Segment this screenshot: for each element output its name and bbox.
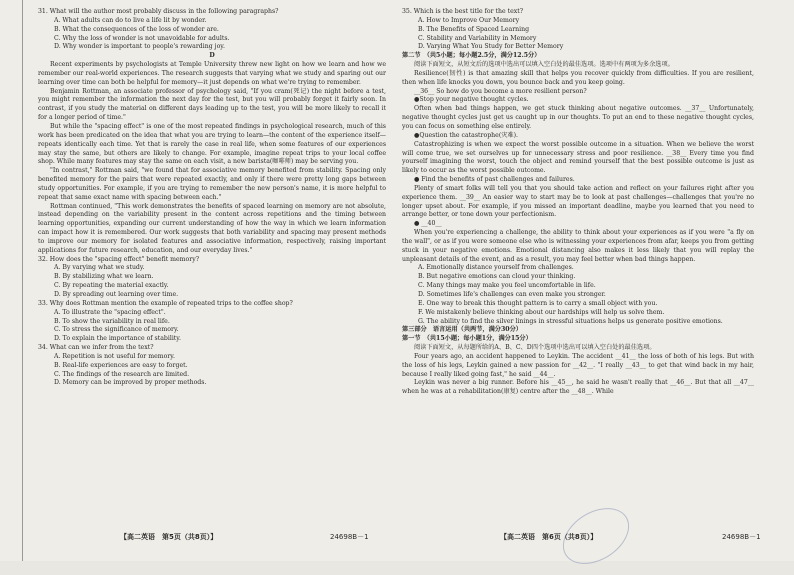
- footer-left-code: 24698B－1: [330, 533, 369, 541]
- answer-option: A. How to Improve Our Memory: [418, 16, 520, 24]
- answer-option: B. What the consequences of the loss of wonder are.: [54, 25, 219, 33]
- passage-paragraph: Leykin was never a big runner. Before his __45__, he said he wasn't really that __46__. But that all __47__ when he was at a rehabilitation(康复) centre after the __48__. While: [402, 379, 754, 396]
- section-heading: 第二节 （共5小题；每小题2.5分，满分12.5分）: [402, 52, 541, 60]
- left-column: [38, 8, 386, 518]
- answer-option: A. To illustrate the "spacing effect".: [54, 308, 166, 316]
- footer-right: 【高二英语 第6页（共8页）】: [500, 533, 598, 541]
- question-stem: 34. What can we infer from the text?: [38, 344, 154, 352]
- answer-option: D. Memory can be improved by proper methods.: [54, 379, 207, 387]
- passage-paragraph: Four years ago, an accident happened to Leykin. The accident __41__ the loss of both of his legs. But with the loss of his legs, Leykin gained a new passion for __42__. "I really __43__ to get that wind back in my hair, because I really liked going fast," he said __44__.: [402, 352, 754, 378]
- passage-label: D: [209, 52, 215, 60]
- answer-option: C. By repeating the material exactly.: [54, 282, 169, 290]
- answer-option: D. Varying What You Study for Better Memory: [418, 43, 564, 51]
- answer-option: D. To explain the importance of stability.: [54, 335, 181, 343]
- passage-paragraph: When you're experiencing a challenge, the ability to think about your experiences as if you were "a fly on the wall", or as if you were someone else who is witnessing your experiences from afar, keeps you from getting stuck in your negative emotions. Emotional distancing also makes it less likely that you will replay the unpleasant details of the event, and as a result, you may feel better when bad things happen.: [402, 229, 754, 263]
- passage-paragraph: 阅读下面短文，从每题所给的A、B、C、D四个选项中选出可以填入空白处的最佳选项。: [414, 344, 656, 352]
- footer-left: 【高二英语 第5页（共8页）】: [120, 533, 218, 541]
- answer-option: C. The findings of the research are limited.: [54, 370, 190, 378]
- answer-option: C. Stability and Variability in Memory: [418, 34, 537, 42]
- answer-option: A. Repetition is not useful for memory.: [54, 352, 175, 360]
- passage-paragraph: 阅读下面短文，从短文后的选项中选出可以填入空白处的最佳选项。选项中有两项为多余选项。: [414, 61, 674, 69]
- passage-paragraph: ● Find the benefits of past challenges and failures.: [414, 176, 575, 184]
- footer-right-code: 24698B－1: [722, 533, 761, 541]
- answer-option: C. To stress the significance of memory.: [54, 326, 179, 334]
- passage-paragraph: Resilience(韧性) is that amazing skill that helps you recover quickly from difficulties. If you are resilient, then when life knocks you down, you bounce back and you keep going.: [402, 69, 754, 86]
- passage-paragraph: Catastrophizing is when we expect the worst possible outcome in a situation. When we believe the worst will come true, we set ourselves up for unnecessary stress and poor resilience. __38__ Every time you find yourself imagining the worst, touch the object and remind yourself that the best possible outcome is just as likely to occur as the worst possible outcome.: [402, 140, 754, 175]
- passage-paragraph: Often when bad things happen, we get stuck thinking about negative outcomes. __37__ Unfortunately, negative thought cycles just get us caught up in our thoughts. To put an end to these negative thought cycles, you can focus on something else entirely.: [402, 105, 754, 130]
- passage-paragraph: Recent experiments by psychologists at Temple University threw new light on how we learn and how we remember our real-world experiences. The research suggests that varying what we study and sparing out our learning over time can both be helpful for memory—it just depends on what we're trying to remember.: [38, 61, 386, 86]
- answer-option: G. The ability to find the silver linings in stressful situations helps us generate positive emotions.: [418, 317, 723, 325]
- answer-option: B. But negative emotions can cloud your thinking.: [418, 273, 576, 281]
- section-heading: 第三部分 语言运用（共两节，满分30分）: [402, 326, 522, 334]
- passage-paragraph: "In contrast," Rottman said, "we found that for associative memory benefited from stability. Spacing only benefited memory for the pairs that were repeated exactly, and only if there were pretty long gaps between study opportunities. For example, if you are trying to remember the new person's name, it is more helpful to repeat that same exact name with spacing between each.": [38, 167, 386, 201]
- question-stem: 35. Which is the best title for the text?: [402, 8, 524, 15]
- answer-option: D. By spreading out learning over time.: [54, 291, 179, 298]
- answer-option: A. Emotionally distance yourself from challenges.: [418, 264, 574, 272]
- answer-option: C. Many things may make you feel uncomfortable in life.: [418, 282, 596, 290]
- answer-option: D. Why wonder is important to people's rewarding joy.: [54, 43, 225, 51]
- section-heading: 第一节 （共15小题；每小题1分，满分15分）: [402, 335, 532, 343]
- answer-option: C. Why the loss of wonder is not unavoidable for adults.: [54, 34, 230, 42]
- answer-option: B. By stabilizing what we learn.: [54, 273, 154, 281]
- answer-option: E. One way to break this thought pattern is to carry a small object with you.: [418, 299, 658, 307]
- answer-option: B. To show the variability in real life.: [54, 317, 170, 325]
- answer-option: D. Sometimes life's challenges can even make you stronger.: [418, 291, 606, 298]
- passage-paragraph: ●Question the catastrophe(灾难).: [414, 131, 518, 139]
- answer-option: B. The Benefits of Spaced Learning: [418, 25, 530, 33]
- answer-option: A. By varying what we study.: [54, 264, 145, 272]
- passage-paragraph: __36__ So how do you become a more resilient person?: [414, 87, 587, 95]
- passage-paragraph: ●Stop your negative thought cycles.: [414, 96, 529, 104]
- answer-option: F. We mistakenly believe thinking about our hardships will help us solve them.: [418, 308, 665, 316]
- passage-paragraph: Rottman continued, "This work demonstrates the benefits of spaced learning on memory are not absolute, instead depending on the variability present in the content across repetitions and the timing between learning opportunities, expanding our current understanding of how the way in which we learn information can impact how it is remembered. Our work suggests that both variability and spacing may present methods to improve our memory for isolated features and associative information, respectively, raising important applications for future research, education, and our everyday lives.": [38, 202, 386, 254]
- question-stem: 33. Why does Rottman mention the example of repeated trips to the coffee shop?: [38, 299, 293, 307]
- question-stem: 31. What will the author most probably discuss in the following paragraphs?: [38, 8, 279, 15]
- binding-margin: [0, 0, 23, 561]
- answer-option: A. What adults can do to live a life lit by wonder.: [54, 16, 207, 24]
- question-stem: 32. How does the "spacing effect" benefit memory?: [38, 255, 200, 263]
- passage-paragraph: Plenty of smart folks will tell you that you should take action and reflect on your failures right after you experience them. __39__ An easier way to start may be to look at past challenges—challenges that you're no longer upset about. For example, if you missed an important deadline, maybe you learned that you need to arrange better, or tone down your perfectionism.: [402, 184, 754, 219]
- passage-paragraph: Benjamin Rottman, an associate professor of psychology said, "If you cram(死记) the night before a test, you might remember the information the next day for the test, but you will probably forget it fairly soon. In contrast, if you study the material on different days leading up to the test, you will be more likely to recall it for a longer period of time.": [38, 87, 386, 122]
- passage-paragraph: But while the "spacing effect" is one of the most repeated findings in psychological research, much of this work has been predicated on the idea that what you are trying to learn—the content of the experience itself—repeats identically each time. Yet that is rarely the case in real life, when some features of our experiences may stay the same, but others are likely to change. For example, imagine repeat trips to your local coffee shop. While many features may stay the same on each visit, a new barista(咖啡师) may be serving you.: [38, 122, 386, 166]
- passage-paragraph: ● __40__: [414, 220, 442, 228]
- right-column: [402, 8, 754, 518]
- answer-option: B. Real-life experiences are easy to forget.: [54, 361, 188, 369]
